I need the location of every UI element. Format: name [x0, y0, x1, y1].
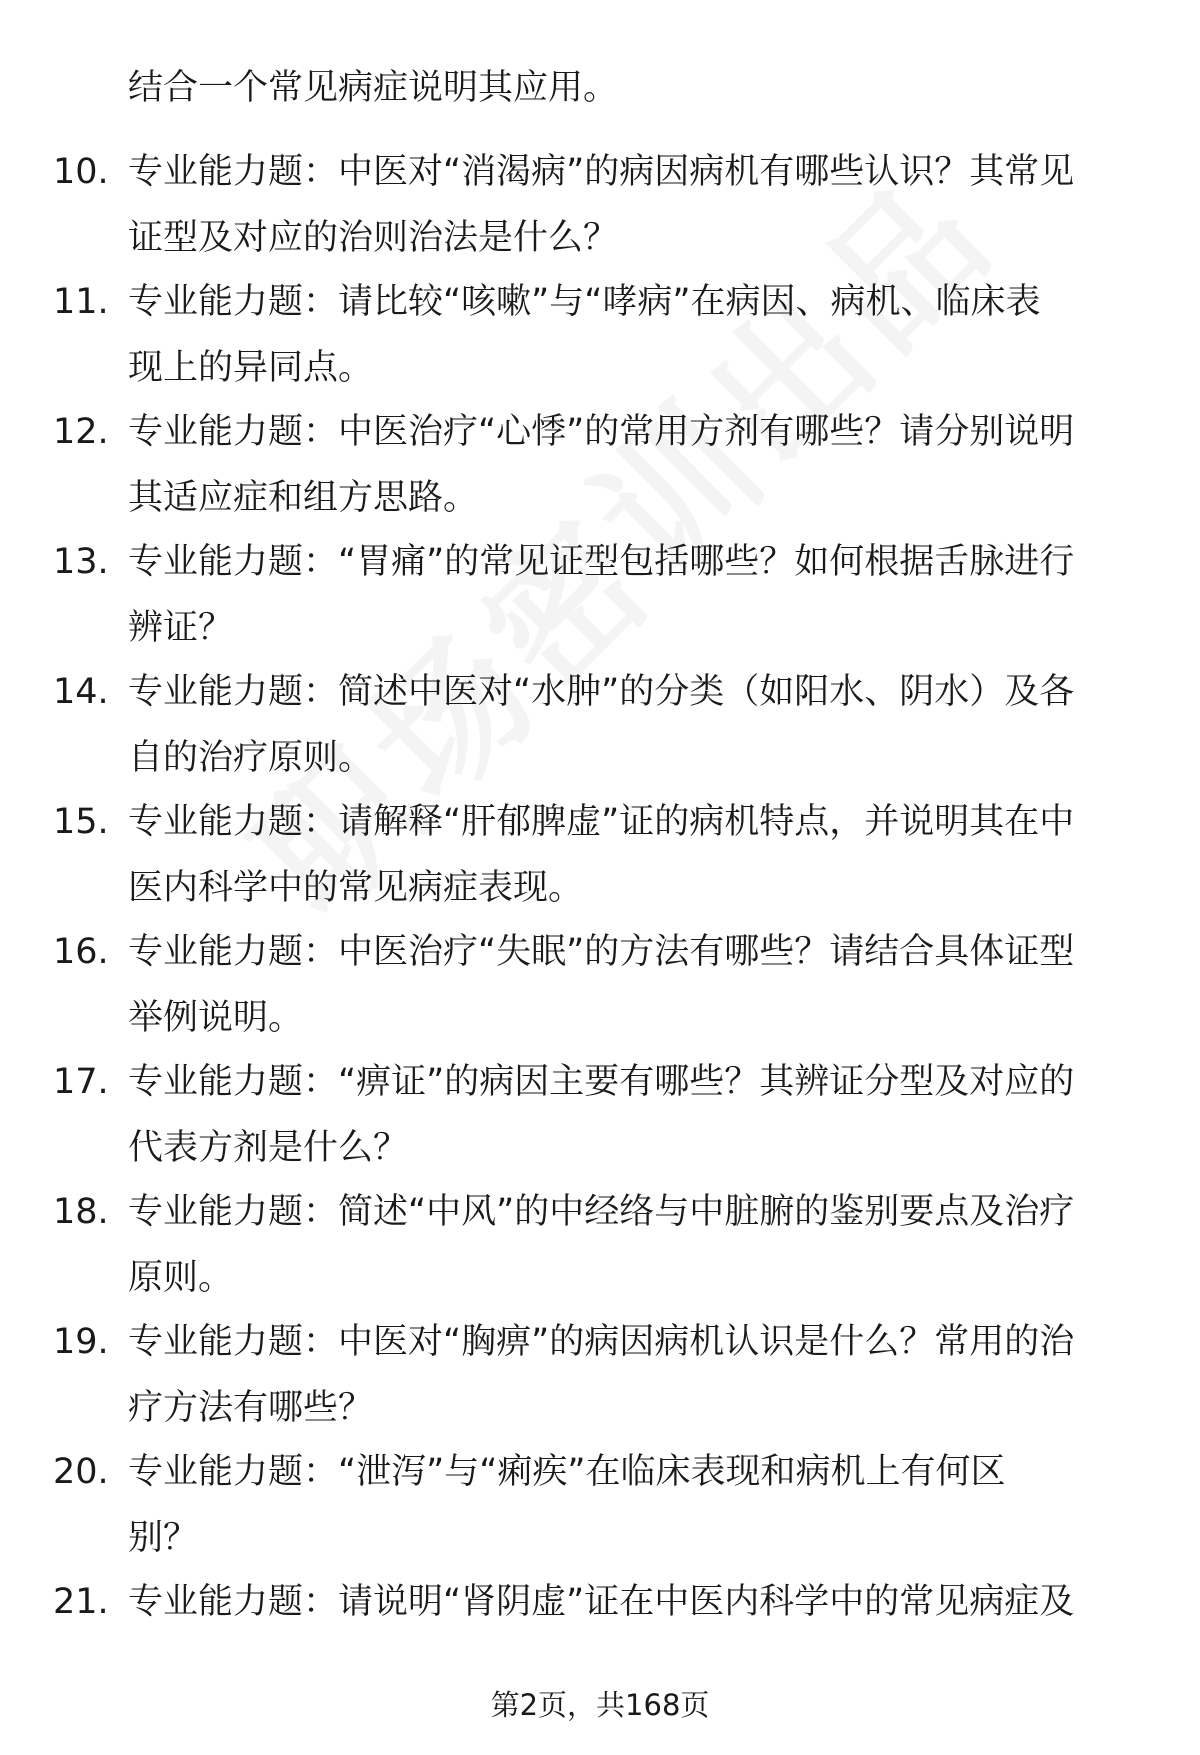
item-text-line-1: 专业能力题：中医治疗“心悸”的常用方剂有哪些？请分别说明	[128, 412, 1075, 452]
item-number: 17.	[53, 1062, 109, 1102]
item-text-line-1: 专业能力题：“泄泻”与“痢疾”在临床表现和病机上有何区	[128, 1452, 1006, 1492]
item-text-line-1: 专业能力题：“痹证”的病因主要有哪些？其辨证分型及对应的	[128, 1062, 1075, 1102]
item-text-line-2: 现上的异同点。	[128, 348, 374, 388]
item-text-line-1: 专业能力题：请说明“肾阴虚”证在中医内科学中的常见病症及	[128, 1582, 1075, 1622]
item-text-line-2: 疗方法有哪些？	[128, 1388, 374, 1428]
item-text-line-2: 举例说明。	[128, 998, 304, 1038]
item-number: 11.	[53, 282, 109, 322]
item-text-line-2: 别？	[128, 1518, 199, 1558]
item-number: 16.	[53, 932, 109, 972]
item-number: 13.	[53, 542, 109, 582]
item-text-line-1: 专业能力题：简述“中风”的中经络与中脏腑的鉴别要点及治疗	[128, 1192, 1075, 1232]
item-text-line-1: 专业能力题：“胃痛”的常见证型包括哪些？如何根据舌脉进行	[128, 542, 1075, 582]
item-text-line-2: 医内科学中的常见病症表现。	[128, 868, 584, 908]
item-text-line-1: 专业能力题：中医对“消渴病”的病因病机有哪些认识？其常见	[128, 152, 1075, 192]
item-number: 10.	[53, 152, 109, 192]
item-text-line-1: 专业能力题：请比较“咳嗽”与“哮病”在病因、病机、临床表	[128, 282, 1041, 322]
item-number: 14.	[53, 672, 109, 712]
item-text-line-2: 其适应症和组方思路。	[128, 478, 479, 518]
item-number: 18.	[53, 1192, 109, 1232]
page-number-footer: 第2页，共168页	[490, 1688, 710, 1722]
item-number: 20.	[53, 1452, 109, 1492]
item-text-line-1: 专业能力题：中医治疗“失眠”的方法有哪些？请结合具体证型	[128, 932, 1075, 972]
item-number: 21.	[53, 1582, 109, 1622]
item-text-line-2: 自的治疗原则。	[128, 738, 374, 778]
continuation-line: 结合一个常见病症说明其应用。	[128, 68, 619, 108]
item-number: 15.	[53, 802, 109, 842]
item-text-line-1: 专业能力题：简述中医对“水肿”的分类（如阳水、阴水）及各	[128, 672, 1075, 712]
item-number: 19.	[53, 1322, 109, 1362]
item-text-line-2: 辨证？	[128, 608, 234, 648]
item-text-line-1: 专业能力题：请解释“肝郁脾虚”证的病机特点，并说明其在中	[128, 802, 1075, 842]
item-text-line-2: 代表方剂是什么？	[128, 1128, 409, 1168]
item-text-line-1: 专业能力题：中医对“胸痹”的病因病机认识是什么？常用的治	[128, 1322, 1075, 1362]
item-text-line-2: 原则。	[128, 1258, 234, 1298]
item-number: 12.	[53, 412, 109, 452]
item-text-line-2: 证型及对应的治则治法是什么？	[128, 218, 619, 258]
